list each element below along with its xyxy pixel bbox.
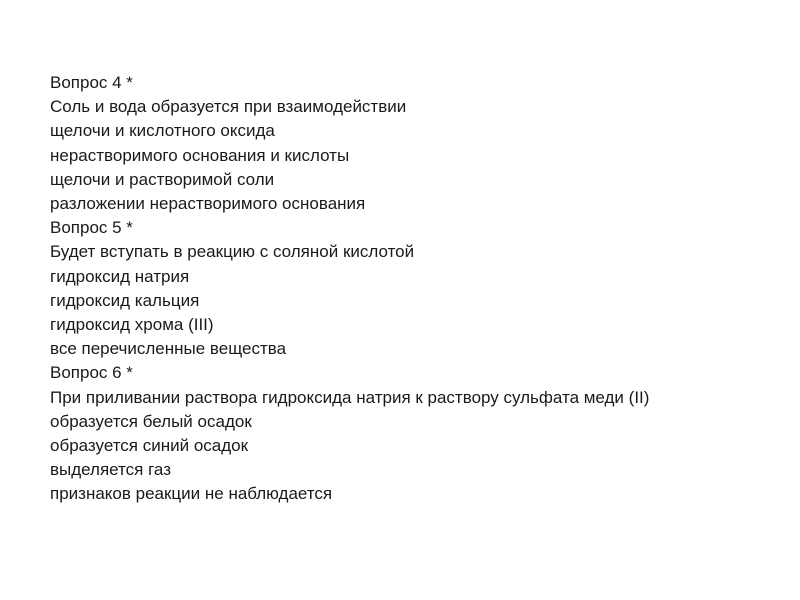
answer-option: щелочи и растворимой соли [50, 169, 275, 189]
answer-option: щелочи и кислотного оксида [50, 121, 275, 141]
question-6 [50, 361, 750, 506]
answer-option: образуется синий осадок [50, 436, 249, 456]
question-5 [50, 216, 750, 361]
question-title: Вопрос 4 * [50, 73, 133, 92]
question-4 [50, 71, 750, 216]
answer-option: признаков реакции не наблюдается [50, 484, 333, 504]
answer-option: гидроксид натрия [50, 266, 190, 286]
answer-option: образуется белый осадок [50, 411, 252, 431]
answer-option: разложении нерастворимого основания [50, 194, 366, 214]
question-prompt: Будет вступать в реакцию с соляной кислотой [50, 242, 415, 262]
quiz-document [50, 71, 750, 507]
answer-option: гидроксид хрома (III) [50, 315, 214, 335]
answer-option: нерастворимого основания и кислоты [50, 145, 350, 165]
question-prompt: При приливании раствора гидроксида натрия к раствору сульфата меди (II) [50, 387, 650, 407]
answer-option: гидроксид кальция [50, 290, 200, 310]
answer-option: все перечисленные вещества [50, 339, 287, 359]
answer-option: выделяется газ [50, 460, 171, 480]
question-title: Вопрос 6 * [50, 363, 133, 383]
question-prompt: Соль и вода образуется при взаимодействии [50, 97, 407, 117]
question-title: Вопрос 5 * [50, 218, 133, 238]
